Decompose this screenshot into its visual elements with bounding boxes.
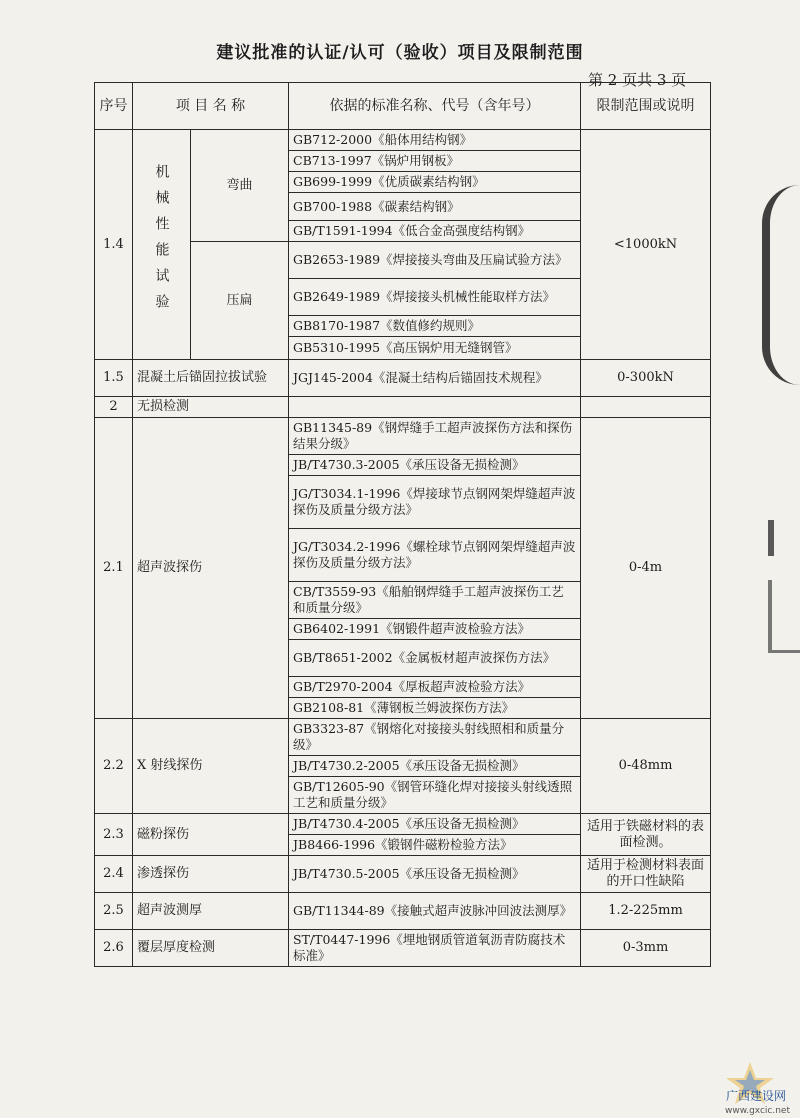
standard-cell: GB700-1988《碳素结构钢》 [289, 193, 581, 221]
stamp-fragment [762, 185, 800, 385]
row-subitem: 弯曲 [191, 130, 289, 242]
standard-cell: GB712-2000《船体用结构钢》 [289, 130, 581, 151]
row-item: 无损检测 [133, 397, 289, 418]
watermark-url: www.gxcic.net [724, 1106, 790, 1116]
row-item-group: 机械性能试验 [133, 130, 191, 360]
header-seq: 序号 [95, 83, 133, 130]
standard-cell: JGJ145-2004《混凝土结构后锚固技术规程》 [289, 360, 581, 397]
standard-cell: JG/T3034.1-1996《焊接球节点钢网架焊缝超声波探伤及质量分级方法》 [289, 476, 581, 529]
standard-cell: GB3323-87《钢熔化对接接头射线照相和质量分级》 [289, 719, 581, 756]
standard-cell: GB8170-1987《数值修约规则》 [289, 316, 581, 337]
limit-cell: 适用于铁磁材料的表面检测。 [581, 814, 711, 856]
standard-cell: JB8466-1996《锻钢件磁粉检验方法》 [289, 835, 581, 856]
header-item: 项 目 名 称 [133, 83, 289, 130]
standard-cell: GB/T11344-89《接触式超声波脉冲回波法测厚》 [289, 893, 581, 930]
standard-cell: GB2649-1989《焊接接头机械性能取样方法》 [289, 279, 581, 316]
standard-cell: GB/T12605-90《钢管环缝化焊对接接头射线透照工艺和质量分级》 [289, 777, 581, 814]
table-row [95, 814, 711, 835]
table-row [95, 856, 711, 893]
standard-cell: JB/T4730.2-2005《承压设备无损检测》 [289, 756, 581, 777]
table-row [95, 360, 711, 397]
standard-cell: JG/T3034.2-1996《螺栓球节点钢网架焊缝超声波探伤及质量分级方法》 [289, 529, 581, 582]
page-number: 第 2 页共 3 页 [588, 71, 687, 89]
limit-cell: 0-3mm [581, 930, 711, 967]
header-standard: 依据的标准名称、代号（含年号） [289, 83, 581, 130]
row-item: 混凝土后锚固拉拔试验 [133, 360, 289, 397]
row-seq: 2 [95, 397, 133, 418]
scope-table [94, 82, 711, 967]
standard-cell: GB2108-81《薄钢板兰姆波探伤方法》 [289, 698, 581, 719]
standard-cell: CB713-1997《锅炉用钢板》 [289, 151, 581, 172]
watermark-brand: 广西建设网 [725, 1089, 786, 1103]
row-seq: 2.4 [95, 856, 133, 893]
standard-cell: ST/T0447-1996《埋地钢质管道氧沥青防腐技术标准》 [289, 930, 581, 967]
row-item: 覆层厚度检测 [133, 930, 289, 967]
table-row [95, 130, 711, 151]
row-item: 磁粉探伤 [133, 814, 289, 856]
table-row [95, 397, 711, 418]
row-item: 渗透探伤 [133, 856, 289, 893]
row-seq: 2.3 [95, 814, 133, 856]
limit-cell: 1.2-225mm [581, 893, 711, 930]
limit-cell [581, 397, 711, 418]
standard-cell: GB2653-1989《焊接接头弯曲及压扁试验方法》 [289, 242, 581, 279]
standard-cell: CB/T3559-93《船舶钢焊缝手工超声波探伤工艺和质量分级》 [289, 582, 581, 619]
limit-cell: 0-300kN [581, 360, 711, 397]
header-limit: 限制范围或说明 [581, 83, 711, 130]
limit-cell: <1000kN [581, 130, 711, 360]
row-seq: 2.6 [95, 930, 133, 967]
limit-cell: 0-48mm [581, 719, 711, 814]
standard-cell: GB/T2970-2004《厚板超声波检验方法》 [289, 677, 581, 698]
row-seq: 1.4 [95, 130, 133, 360]
standard-cell: GB/T1591-1994《低合金高强度结构钢》 [289, 221, 581, 242]
standard-cell: JB/T4730.3-2005《承压设备无损检测》 [289, 455, 581, 476]
limit-cell: 0-4m [581, 418, 711, 719]
row-item: X 射线探伤 [133, 719, 289, 814]
standard-cell: JB/T4730.5-2005《承压设备无损检测》 [289, 856, 581, 893]
document-title: 建议批准的认证/认可（验收）项目及限制范围 [216, 43, 584, 63]
header-row [95, 83, 711, 130]
row-item: 超声波测厚 [133, 893, 289, 930]
standard-cell: GB/T8651-2002《金属板材超声波探伤方法》 [289, 640, 581, 677]
table-row [95, 930, 711, 967]
stamp-fragment [768, 580, 800, 653]
standard-cell: GB11345-89《钢焊缝手工超声波探伤方法和探伤结果分级》 [289, 418, 581, 455]
standard-cell: GB5310-1995《高压锅炉用无缝钢管》 [289, 337, 581, 360]
row-subitem: 压扁 [191, 242, 289, 360]
standard-cell: GB6402-1991《钢锻件超声波检验方法》 [289, 619, 581, 640]
standard-cell: GB699-1999《优质碳素结构钢》 [289, 172, 581, 193]
table-row [95, 418, 711, 455]
stamp-fragment [768, 520, 800, 556]
row-seq: 1.5 [95, 360, 133, 397]
table-row [95, 893, 711, 930]
row-seq: 2.1 [95, 418, 133, 719]
standard-cell: JB/T4730.4-2005《承压设备无损检测》 [289, 814, 581, 835]
standard-cell [289, 397, 581, 418]
row-seq: 2.5 [95, 893, 133, 930]
row-item: 超声波探伤 [133, 418, 289, 719]
table-row [95, 719, 711, 756]
limit-cell: 适用于检测材料表面的开口性缺陷 [581, 856, 711, 893]
row-seq: 2.2 [95, 719, 133, 814]
